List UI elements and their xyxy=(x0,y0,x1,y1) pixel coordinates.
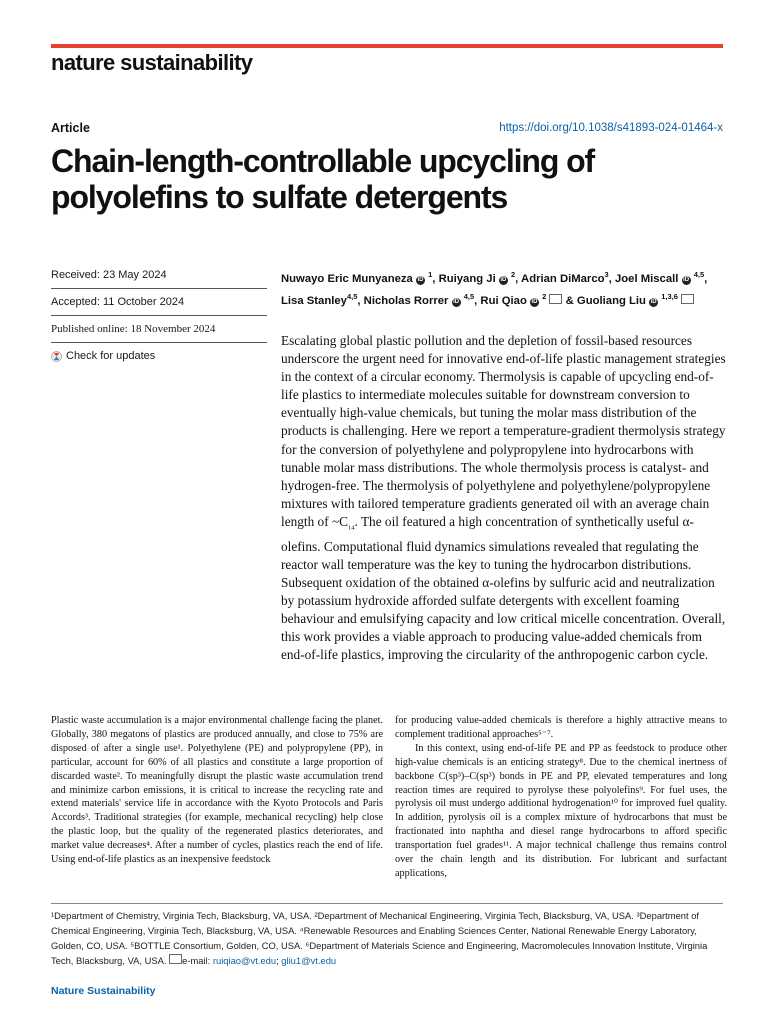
author-item[interactable]: Lisa Stanley$^{4,5}$, xyxy=(281,291,361,307)
author-name: Joel Miscall xyxy=(614,272,679,285)
author-item[interactable]: Ruiyang Ji iD $^2$, xyxy=(438,270,519,285)
body-paragraph: for producing value-added chemicals is therefore a highly attractive means to complement traditional approaches⁵⁻⁷. xyxy=(395,715,727,740)
author-name: Guoliang Liu xyxy=(576,294,646,307)
orcid-icon[interactable]: iD xyxy=(453,298,460,305)
email-link[interactable]: ruiqiao@vt.edu xyxy=(212,955,277,966)
author-name: Nuwayo Eric Munyaneza xyxy=(281,272,413,285)
author-affiliation: 4,5 xyxy=(346,291,358,301)
author-item[interactable] xyxy=(576,291,694,307)
check-for-updates-button[interactable] xyxy=(51,343,267,369)
body-column-right xyxy=(395,714,727,881)
author-affiliation: 1 xyxy=(428,270,433,279)
footnote-divider xyxy=(51,903,723,904)
author-name: Adrian DiMarco xyxy=(521,272,605,285)
email-icon[interactable] xyxy=(549,294,562,304)
doi-link[interactable]: https://doi.org/10.1038/s41893-024-01464-x xyxy=(499,122,723,134)
author-affiliation: 4,5 xyxy=(693,270,705,279)
author-name: Ruiyang Ji xyxy=(438,272,496,285)
orcid-icon[interactable]: iD xyxy=(531,298,538,305)
body-column-left xyxy=(51,714,383,867)
author-item[interactable]: Joel Miscall iD $^{4,5}$, xyxy=(614,270,708,285)
article-dates xyxy=(51,262,267,369)
orcid-icon[interactable]: iD xyxy=(417,276,424,283)
received-date: Received: 23 May 2024 xyxy=(51,262,267,289)
body-paragraph: In this context, using end-of-life PE and PP as feedstock to produce other high-value chemicals is an enticing strategy⁸. Due to the chemical inertness of backbone C(sp³)–C(sp³) bonds in PE and PP, elevated temperatures and long reaction times are required to pyrolyse these polyolefins⁹. For fuel uses, the pyrolysis oil must undergo additional hydrogenation¹⁰ for improved fuel quality. In addition, pyrolysis oil is a complex mixture of hydrocarbons that must be fractionated into naphtha and diesel range hydrocarbons to afford specific transportation fuel grades¹¹. A major technical challenge thus remains control over the chain length and its distribution. For lubricant and surfactant applications, xyxy=(395,742,727,879)
abstract-text-part2: . The oil featured a high concentration of synthetically useful α-olefins. Computational fluid dynamics simulations revealed that regulating the reactor wall temperature was the key to tuning the hydrocarbon distributions. Subsequent oxidation of the obtained α-olefins by sulfuric acid and neutralization by potassium hydroxide afforded sulfate detergents with excellent foaming behaviour and emulsifying capacity and low critical micelle concentration. Overall, this work provides a viable approach to producing value-added chemicals from end-of-life plastics, improving the circularity of the anthropogenic carbon cycle. xyxy=(281,513,726,663)
email-link[interactable]: gliu1@vt.edu xyxy=(281,955,337,966)
journal-name: nature sustainability xyxy=(51,50,253,75)
email-icon xyxy=(169,954,182,964)
article-title: Chain-length-controllable upcycling of polyolefins to sulfate detergents xyxy=(51,143,595,215)
author-affiliation: 2 xyxy=(510,270,516,279)
author-list xyxy=(281,266,731,310)
crossmark-icon xyxy=(51,351,62,362)
abstract-text-part1: Escalating global plastic pollution and the depletion of fossil-based resources underscore the urgent need for innovative end-of-life plastic management strategies in the context of a circular economy. Thermolysis is capable of upcycling end-of-life plastics to intermediate molecules suitable for downstream conversion to eventually high-value chemicals, but tuning the molar mass distribution of the products is challenging. Here we report a temperature-gradient thermolysis strategy for the conversion of polyethylene and polypropylene into hydrocarbons with tunable molar mass distributions. The whole thermolysis process is catalyst- and hydrogen-free. The thermolysis of polyethylene and polyethylene/polypropylene mixtures with tailored temperature gradients generated oil with an average chain length of ~C xyxy=(281,333,726,529)
author-affiliation: 3 xyxy=(604,270,609,279)
published-date: Published online: 18 November 2024 xyxy=(51,316,267,343)
journal-header-bar xyxy=(51,44,723,48)
email-label: e-mail: xyxy=(182,955,211,966)
email-icon[interactable] xyxy=(681,294,694,304)
author-affiliation: 2 xyxy=(542,291,547,301)
author-item[interactable]: Rui Qiao iD $^2$ & xyxy=(480,291,574,307)
author-affiliation: 4,5 xyxy=(463,291,475,301)
body-paragraph: Plastic waste accumulation is a major environmental challenge facing the planet. Globally, 380 megatons of plastics are produced annually, and close to 75% are disposed of after a single use¹. Polyethylene (PE) and polypropylene (PP), in particular, account for 60% of all plastics and constitute a large proportion of discarded waste². To meaningfully disrupt the plastic waste accumulation trend and minimize carbon emissions, it is critical to increase the recycling rate and extend materials' service life in accordance with the Kyoto Protocols and Paris Accords³. Traditional strategies (for example, mechanical recycling) help close the plastic loop, but the quality of the regenerated plastics deteriorates, and market value decreases⁴. After a number of cycles, plastics reach the end of life. Using end-of-life plastics as an inexpensive feedstock xyxy=(51,715,383,866)
orcid-icon[interactable]: iD xyxy=(500,276,507,283)
affiliations-text: ¹Department of Chemistry, Virginia Tech, Blacksburg, VA, USA. ²Department of Mechanical Engineering, Virginia Tech, Blacksburg, VA, USA. ³Department of Chemical Engineering, Virginia Tech, Blacksburg, VA, USA. ⁴Renewable Resources and Enabling Sciences Center, National Renewable Energy Laboratory, Golden, CO, USA. ⁵BOTTLE Consortium, Golden, CO, USA. ⁶Department of Materials Science and Engineering, Macromolecules Innovation Institute, Virginia Tech, Blacksburg, VA, USA. xyxy=(51,910,708,966)
abstract-subscript: 14 xyxy=(348,524,355,532)
author-item[interactable]: Nuwayo Eric Munyaneza iD $^1$, xyxy=(281,270,436,285)
abstract xyxy=(281,332,726,664)
accepted-date: Accepted: 11 October 2024 xyxy=(51,289,267,316)
author-affiliation: 1,3,6 xyxy=(661,291,678,301)
affiliations-footnote: ¹Department of Chemistry, Virginia Tech, Blacksburg, VA, USA. ²Department of Mechanical Engineering, Virginia Tech, Blacksburg, VA, USA. ³Department of Chemical Engineering, Virginia Tech, Blacksburg, VA, USA. ⁴Renewable Resources and Enabling Sciences Center, National Renewable Energy Laboratory, Golden, CO, USA. ⁵BOTTLE Consortium, Golden, CO, USA. ⁶Department of Materials Science and Engineering, Macromolecules Innovation Institute, Virginia Tech, Blacksburg, VA, USA. e-mail: ruiqiao@vt.edu; gliu1@vt.edu xyxy=(51,910,708,966)
author-name: Nicholas Rorrer xyxy=(363,294,449,307)
orcid-icon[interactable]: iD xyxy=(683,276,690,283)
orcid-icon[interactable]: iD xyxy=(650,298,657,305)
author-item[interactable]: Nicholas Rorrer iD $^{4,5}$, xyxy=(363,291,478,307)
check-for-updates-label: Check for updates xyxy=(66,350,156,362)
author-name: Rui Qiao xyxy=(480,294,527,307)
author-item[interactable]: Adrian DiMarco$^3$, xyxy=(521,270,612,285)
author-name: Lisa Stanley xyxy=(281,294,347,307)
footer-journal-name[interactable]: Nature Sustainability xyxy=(51,985,156,997)
article-type: Article xyxy=(51,121,90,135)
